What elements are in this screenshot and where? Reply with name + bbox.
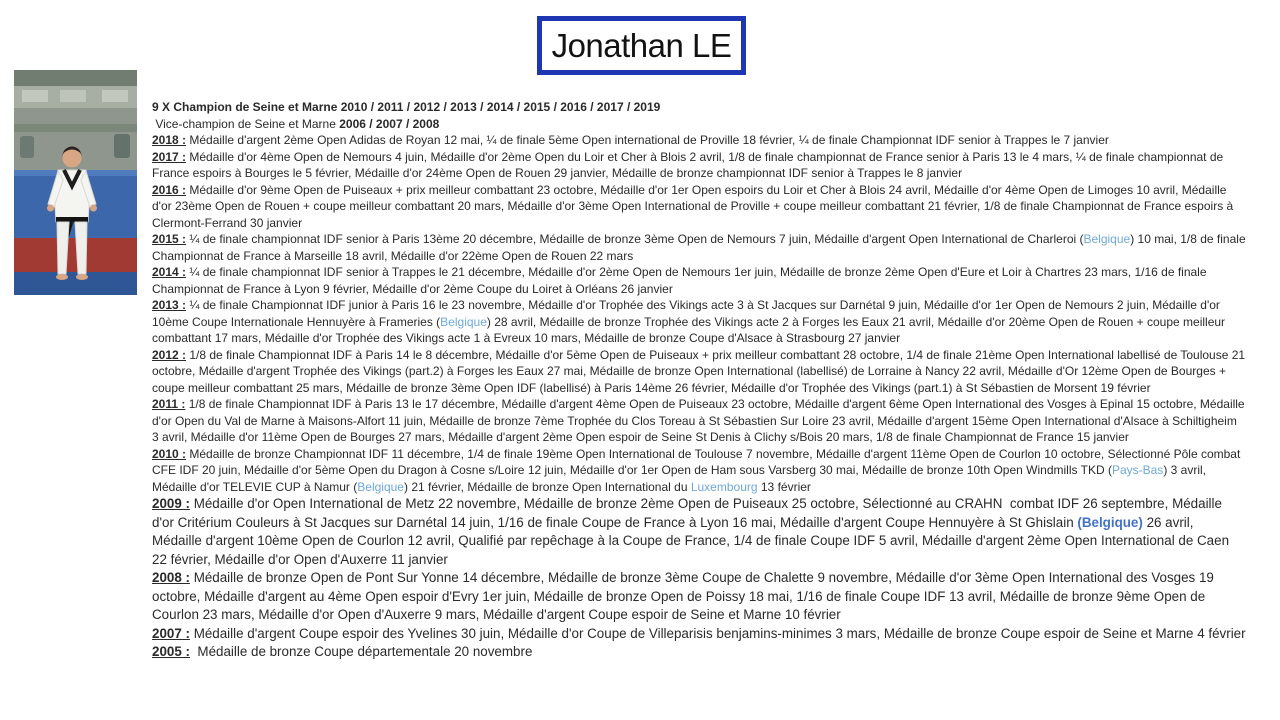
entry-2005 (152, 643, 1246, 662)
year-label-2009: 2009 : (152, 496, 190, 511)
vice-champion-text: Vice-champion de Seine et Marne (152, 116, 340, 131)
entry-text: Médaille d'or 4ème Open de Nemours 4 juin, Médaille d'or 2ème Open du Loir et Cher à Blois 2 avril, 1/8 de finale championnat de France senior à Paris 13 le 4 mars, ¼ de finale championnat de France espoirs à Bourges le 5 février, Médaille d'or 24ème Open de Rouen 29 janvier, Médaille de bronze championnat IDF senior à Trappes le 8 janvier (152, 149, 1227, 180)
entry-text: ) 28 avril, Médaille de bronze Trophée des Vikings acte 2 à Forges les Eaux 21 avril, Médaille d'or 20ème Open de Rouen + coupe meilleur combattant 17 mars, Médaille d'or Trophée des Vikings acte 1 à Evreux 10 mars, Médaille de bronze Coupe d'Alsace à Strasbourg 27 janvier (152, 314, 1229, 345)
champion-text: 9 X Champion de Seine et Marne 2010 / 2011 / 2012 / 2013 / 2014 / 2015 / 2016 / 2017 / 2019 (152, 100, 661, 114)
year-label-2016: 2016 : (152, 182, 187, 197)
entry-2016 (152, 182, 1246, 232)
entry-text: Médaille de bronze Championnat IDF 11 décembre, 1/4 de finale 19ème Open International de Toulouse 7 novembre, Médaille d'argent 11ème Open de Courlon 10 octobre, Sélectionné Pôle combat CFE IDF 20 juin, Médaille d'or 5ème Open du Dragon à Cosne s/Loire 12 juin, Médaille d'or 1er Open de Ham sous Varsberg 30 mai, Médaille de bronze 10th Open Windmills TKD ( (152, 446, 1244, 477)
entry-text: Médaille d'argent Coupe espoir des Yvelines 30 juin, Médaille d'or Coupe de Villeparisis benjamins-minimes 3 mars, Médaille de bronze Coupe espoir de Seine et Marne 4 février (189, 625, 1246, 641)
country-link[interactable]: Pays-Bas (1111, 463, 1164, 477)
entry-text: ¼ de finale Championnat IDF junior à Paris 16 le 23 novembre, Médaille d'or Trophée des Vikings acte 3 à St Jacques sur Darnétal 9 juin, Médaille d'or 1er Open de Nemours 2 juin, Médaille d'or 10ème Coupe Internationale Hennuyère à Frameries ( (152, 298, 1224, 329)
page-title: Jonathan LE (551, 26, 732, 64)
entry-text: ) 21 février, Médaille de bronze Open International du (403, 479, 691, 494)
country-link[interactable]: Belgique (357, 479, 404, 494)
athlete-photo (14, 70, 137, 295)
year-label-2008: 2008 : (152, 570, 190, 585)
year-label-2014: 2014 : (152, 265, 187, 279)
year-label-2005: 2005 : (152, 644, 190, 659)
entry-2015 (152, 231, 1249, 264)
entry-text: Médaille d'or 9ème Open de Puiseaux + prix meilleur combattant 23 octobre, Médaille d'or 1er Open espoirs du Loir et Cher à Blois 24 avril, Médaille d'or 4ème Open de Limoges 10 avril, Médaille d'or 23ème Open de Rouen + coupe meilleur combattant 20 mars, Médaille d'or 3ème Open International de Proville + coupe meilleur combattant 21 février, 1/8 de finale Championnat de France espoirs à Clermont-Ferrand 30 janvier (152, 182, 1237, 230)
entry-2018 (152, 132, 1246, 149)
entry-2012 (152, 347, 1249, 397)
entry-2007 (152, 625, 1246, 644)
entry-text: 13 février (757, 479, 811, 494)
entry-2008 (152, 569, 1246, 625)
entry-text: 1/8 de finale Championnat IDF à Paris 14 le 8 décembre, Médaille d'or 5ème Open de Puiseaux + prix meilleur combattant 28 octobre, 1/4 de finale 21ème Open International labellisé de Toulouse 21 octobre, Médaille d'argent Trophée des Vikings (part.2) à Forges les Eaux 27 mai, Médaille de bronze Open International (labellisé) de Lorraine à Nancy 22 avril, Médaille d'Or 12ème Open de Bourges + coupe meilleur combattant 25 mars, Médaille de bronze 3ème Open IDF (labellisé) à Paris 14ème 26 février, Médaille d'or Trophée des Vikings (part.1) à St Sébastien de Morsent 19 février (152, 347, 1249, 395)
year-label-2015: 2015 : (152, 232, 187, 246)
country-link[interactable]: Luxembourg (690, 479, 758, 494)
entry-text: 26 avril, Médaille d'argent 10ème Open de Courlon 12 avril, Qualifié par repêchage à la Coupe de France, 1/4 de finale Coupe IDF 5 avril, Médaille d'argent 2ème Open International de Caen 22 février, Médaille d'or Open d'Auxerre 11 janvier (152, 514, 1233, 567)
entry-text: ) 10 mai, 1/8 de finale Championnat de France à Marseille 18 avril, Médaille d'or 22ème Open de Rouen 22 mars (152, 232, 1249, 263)
title-box (537, 16, 746, 75)
entry-text: Médaille d'or Open International de Metz 22 novembre, Médaille de bronze 2ème Open de Puiseaux 25 octobre, Sélectionné au CRAHN combat IDF 26 septembre, Médaille d'or Critérium Couleurs à St Jacques sur Darnétal 14 juin, 1/16 de finale Coupe de France à Lyon 16 mai, Médaille d'argent Coupe Hennuyère à St Ghislain (152, 496, 1226, 530)
entry-text: ) 3 avril, Médaille d'or TELEVIE CUP à Namur ( (152, 463, 1210, 494)
entry-2017 (152, 149, 1246, 182)
entry-text: ¼ de finale championnat IDF senior à Paris 13ème 20 décembre, Médaille de bronze 3ème Open de Nemours 7 juin, Médaille d'argent Open International de Charleroi ( (186, 232, 1084, 246)
entry-text: Médaille de bronze Coupe départementale 20 novembre (189, 644, 533, 659)
year-label-2010: 2010 : (152, 446, 187, 461)
entry-text: 1/8 de finale Championnat IDF à Paris 13 le 17 décembre, Médaille d'argent 4ème Open de Puiseaux 23 octobre, Médaille d'argent 6ème Open International des Vosges à Epinal 15 octobre, Médaille d'or Open du Val de Marne à Maisons-Alfort 11 juin, Médaille de bronze 7ème Trophée du Clos Toreau à St Sébastien Sur Loire 23 avril, Médaille d'argent 15ème Open International d'Alsace à Schiltigheim 3 avril, Médaille d'or 11ème Open de Bourges 27 mars, Médaille d'argent 2ème Open espoir de Seine St Denis à Clichy s/Bois 20 mars, 1/8 de finale Championnat de France 15 janvier (152, 397, 1248, 444)
palmares-content (152, 99, 1249, 662)
entry-2013 (152, 297, 1246, 347)
year-label-2017: 2017 : (152, 149, 187, 164)
year-label-2018: 2018 : (152, 133, 187, 147)
entry-text: Médaille de bronze Open de Pont Sur Yonne 14 décembre, Médaille de bronze 3ème Coupe de Chalette 9 novembre, Médaille d'or 3ème Open International des Vosges 19 octobre, Médaille d'argent au 4ème Open espoir d'Evry 1er juin, Médaille de bronze Open de Poissy 18 mai, 1/16 de finale Coupe IDF 13 avril, Médaille de bronze 9ème Open de Courlon 23 mars, Médaille d'or Open d'Auxerre 9 mars, Médaille d'argent Coupe espoir de Seine et Marne 10 février (152, 570, 1218, 622)
entry-text: ¼ de finale championnat IDF senior à Trappes le 21 décembre, Médaille d'or 2ème Open de Nemours 1er juin, Médaille de bronze 2ème Open d'Eure et Loir à Chartres 23 mars, 1/16 de finale Championnat de France à Lyon 9 février, Médaille d'or 2ème Coupe du Loiret à Orléans 26 janvier (152, 265, 1210, 296)
country-link[interactable]: (Belgique) (1077, 514, 1143, 530)
year-label-2013: 2013 : (152, 298, 187, 312)
entry-2010 (152, 446, 1246, 496)
vice-champion-years: 2006 / 2007 / 2008 (339, 116, 440, 131)
year-label-2012: 2012 : (152, 347, 187, 362)
country-link[interactable]: Belgique (440, 314, 487, 329)
entries (152, 132, 1249, 662)
entry-2011 (152, 396, 1246, 446)
year-label-2011: 2011 : (152, 397, 186, 411)
vice-champion-line (152, 116, 1246, 133)
entry-text: Médaille d'argent 2ème Open Adidas de Royan 12 mai, ¼ de finale 5ème Open international de Proville 18 février, ¼ de finale Championnat IDF senior à Trappes le 7 janvier (186, 133, 1109, 147)
entry-2014 (152, 264, 1246, 297)
year-label-2007: 2007 : (152, 625, 190, 641)
champion-line (152, 99, 1246, 116)
country-link[interactable]: Belgique (1083, 232, 1131, 246)
entry-2009 (152, 495, 1246, 569)
